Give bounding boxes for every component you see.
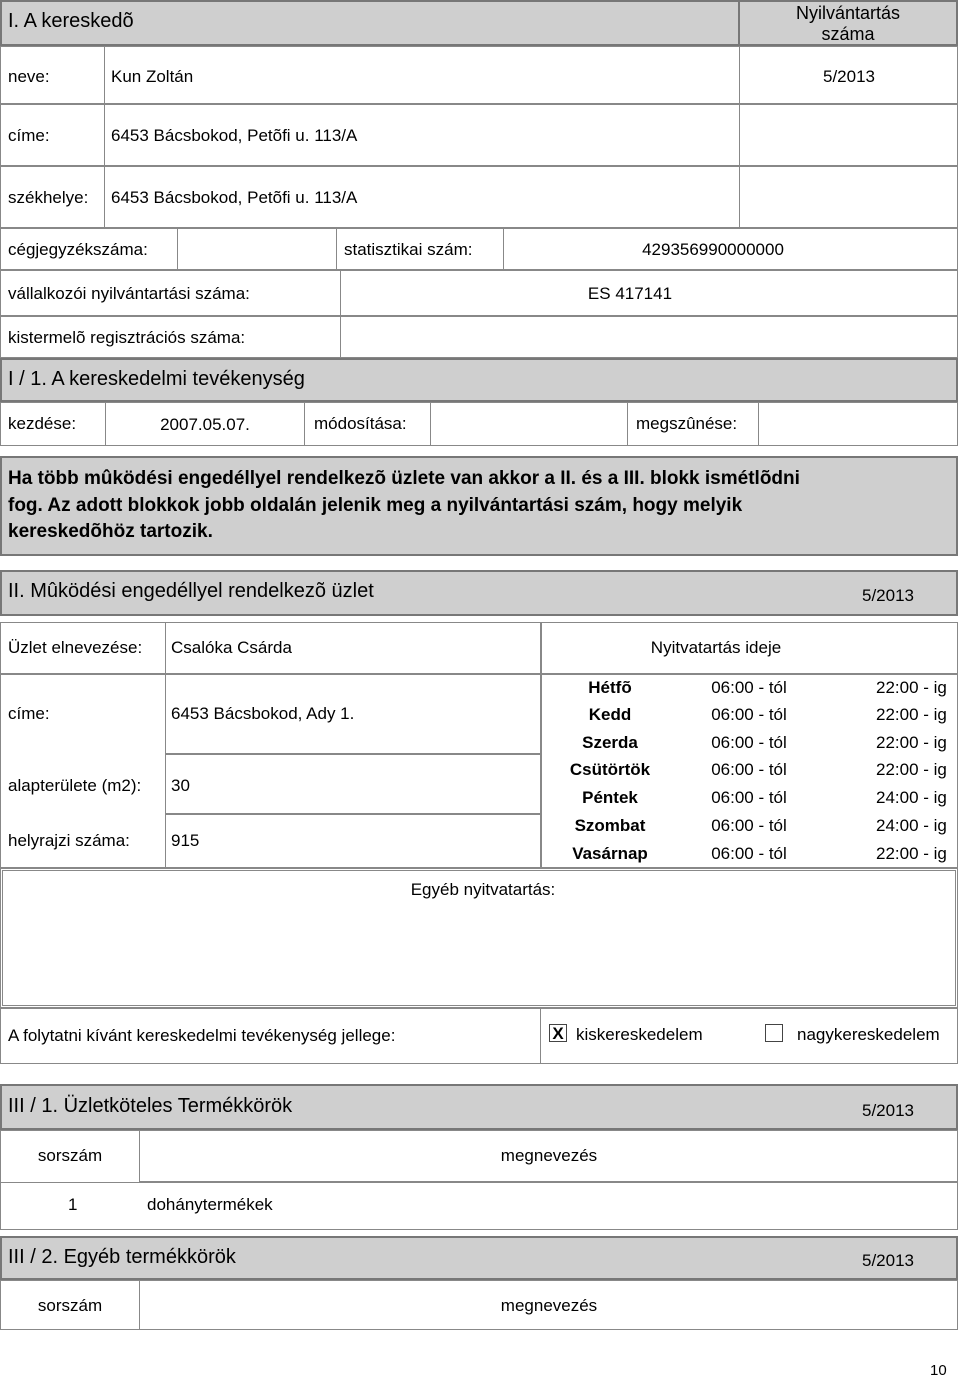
uzlet-value: Csalóka Csárda: [171, 638, 292, 657]
hours-from: 06:00 - tól: [711, 844, 787, 863]
section1-title: I. A kereskedõ: [8, 10, 134, 32]
hours-from: 06:00 - tól: [711, 733, 787, 752]
table-row: [0, 1182, 958, 1230]
hours-to: 22:00 - ig: [876, 678, 947, 697]
hours-row: [541, 840, 958, 868]
kisker-label: kiskereskedelem: [576, 1025, 703, 1044]
notice-line-1: Ha több mûködési engedéllyel rendelkezõ üzlete van akkor a II. és a III. blokk ismétlõdni: [8, 468, 800, 489]
jelleg-label: A folytatni kívánt kereskedelmi tevékenység jellege:: [8, 1026, 396, 1045]
helyrajzi-field: [165, 814, 541, 868]
hours-to: 22:00 - ig: [876, 733, 947, 752]
hours-from: 06:00 - tól: [711, 788, 787, 807]
alapterulet-field: [165, 754, 541, 814]
kezdese-label: kezdése:: [8, 414, 77, 433]
hours-day: Péntek: [582, 788, 638, 807]
statisztikai-label: statisztikai szám:: [344, 240, 473, 259]
helyrajzi-value: 915: [171, 831, 200, 850]
cime-label: címe:: [8, 126, 50, 145]
hours-from: 06:00 - tól: [711, 760, 787, 779]
section1-1-title: I / 1. A kereskedelmi tevékenység: [8, 368, 305, 390]
row-megnevezes: dohánytermékek: [147, 1195, 273, 1214]
hours-to: 24:00 - ig: [876, 788, 947, 807]
kezdese-value: 2007.05.07.: [160, 415, 250, 434]
egyeb-label: Egyéb nyitvatartás:: [410, 880, 556, 899]
section3-2-col-megnevezes: megnevezés: [500, 1296, 598, 1315]
modositasa-field: [430, 402, 628, 446]
nyilv-label-2: száma: [821, 24, 875, 44]
section3-1-col-sorszam: sorszám: [37, 1146, 103, 1165]
hours-day: Szerda: [582, 733, 638, 752]
hours-to: 22:00 - ig: [876, 844, 947, 863]
statisztikai-value: 429356990000000: [642, 240, 784, 259]
hours-day: Vasárnap: [572, 844, 648, 863]
hours-to: 22:00 - ig: [876, 705, 947, 724]
cime-value: 6453 Bácsbokod, Petõfi u. 113/A: [111, 126, 358, 145]
cegjegyzek-field: [177, 228, 337, 270]
neve-value: Kun Zoltán: [111, 67, 194, 86]
hours-to: 24:00 - ig: [876, 816, 947, 835]
hours-row: [541, 729, 958, 756]
notice-line-2: fog. Az adott blokkok jobb oldalán jelenik meg a nyilvántartási szám, hogy melyik: [8, 495, 743, 516]
hours-row: [541, 784, 958, 812]
hours-from: 06:00 - tól: [711, 705, 787, 724]
alapterulet-label: alapterülete (m2):: [8, 776, 142, 795]
hours-row: [541, 674, 958, 701]
section2-nyilv: 5/2013: [862, 586, 914, 605]
uzlet-cime-value: 6453 Bácsbokod, Ady 1.: [171, 704, 355, 723]
vallalkozoi-value: ES 417141: [587, 284, 673, 303]
nyitvatartas-label: Nyitvatartás ideje: [650, 638, 782, 657]
section3-2-col-sorszam: sorszám: [37, 1296, 103, 1315]
hours-row: [541, 701, 958, 729]
notice-line-3: kereskedõhöz tartozik.: [8, 521, 213, 542]
section2-title: II. Mûködési engedéllyel rendelkezõ üzlet: [8, 580, 374, 602]
nyilv-value: 5/2013: [823, 67, 875, 86]
uzlet-label: Üzlet elnevezése:: [8, 638, 143, 657]
hours-day: Kedd: [588, 705, 632, 724]
helyrajzi-label: helyrajzi száma:: [8, 831, 130, 850]
hours-day: Csütörtök: [569, 760, 651, 779]
section3-2-nyilv: 5/2013: [862, 1251, 914, 1270]
hours-day: Szombat: [574, 816, 646, 835]
neve-field: [104, 46, 740, 104]
neve-label: neve:: [8, 67, 50, 86]
row-sorszam: 1: [68, 1195, 78, 1214]
cegjegyzek-label: cégjegyzékszáma:: [8, 240, 148, 259]
section3-1-title: III / 1. Üzletköteles Termékkörök: [8, 1095, 293, 1117]
hours-row: [541, 756, 958, 784]
megszunese-label: megszûnése:: [636, 414, 738, 433]
hours-row: [541, 812, 958, 840]
section3-2-title: III / 2. Egyéb termékkörök: [8, 1246, 236, 1268]
vallalkozoi-label: vállalkozói nyilvántartási száma:: [8, 284, 250, 303]
section3-1-nyilv: 5/2013: [862, 1101, 914, 1120]
szekhely-label: székhelye:: [8, 188, 89, 207]
hours-from: 06:00 - tól: [711, 816, 787, 835]
kisker-checkbox[interactable]: X: [549, 1024, 567, 1042]
szekhely-value: 6453 Bácsbokod, Petõfi u. 113/A: [111, 188, 358, 207]
hours-from: 06:00 - tól: [711, 678, 787, 697]
uzlet-cime-label: címe:: [8, 704, 50, 723]
kistermelo-field: [340, 316, 958, 358]
hours-day: Hétfõ: [588, 678, 632, 697]
section3-1-col-megnevezes: megnevezés: [500, 1146, 598, 1165]
nagyker-label: nagykereskedelem: [797, 1025, 940, 1044]
nagyker-checkbox[interactable]: [765, 1024, 783, 1042]
alapterulet-value: 30: [171, 776, 190, 795]
nyilv-label-1: Nyilvántartás: [795, 3, 901, 23]
page-number: 10: [930, 1362, 947, 1379]
megszunese-field: [758, 402, 958, 446]
modositasa-label: módosítása:: [314, 414, 407, 433]
kistermelo-label: kistermelõ regisztrációs száma:: [8, 328, 246, 347]
hours-to: 22:00 - ig: [876, 760, 947, 779]
